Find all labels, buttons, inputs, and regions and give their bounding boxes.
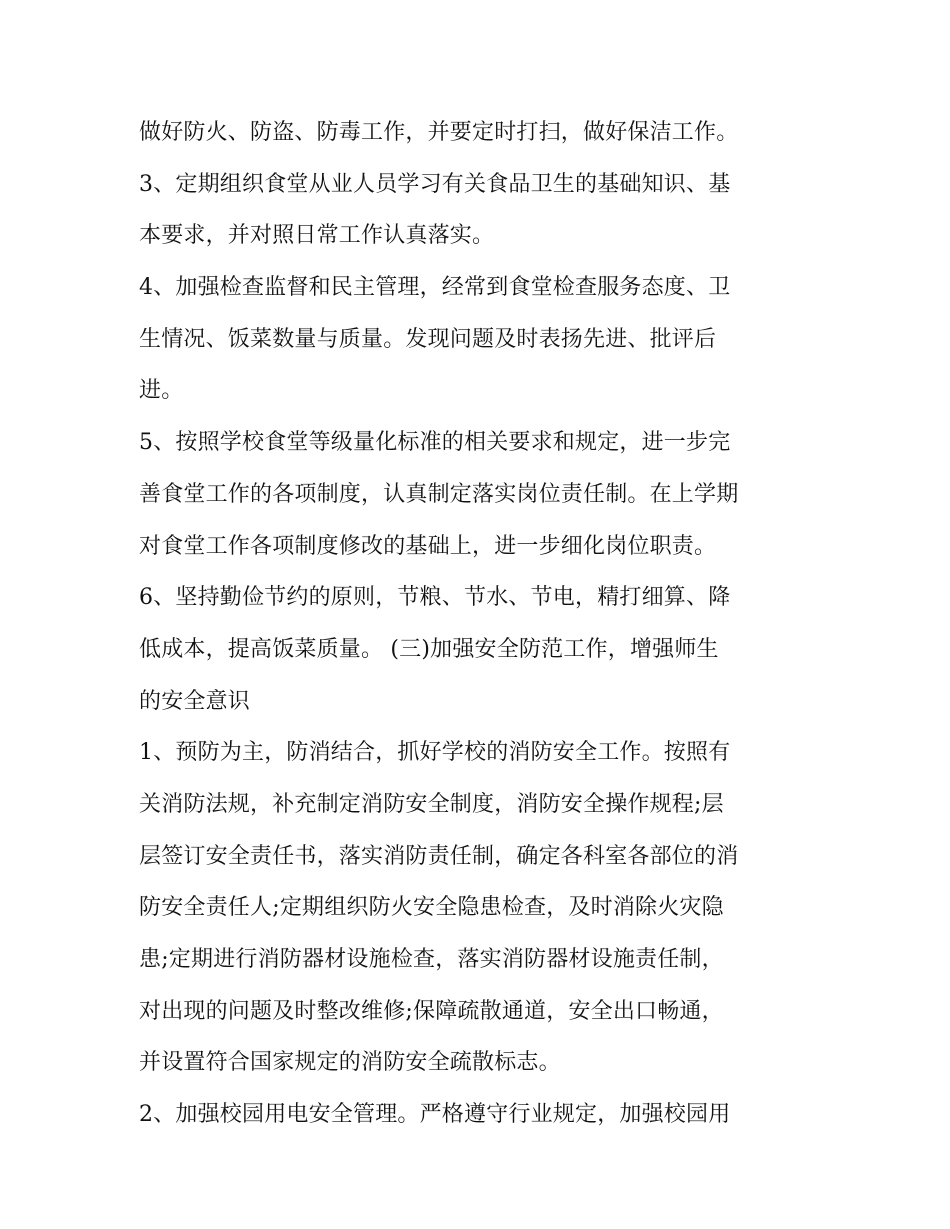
text-line: 低成本，提高饭菜质量。 (三)加强安全防范工作，增强师生 (139, 636, 719, 662)
text-line: 并设置符合国家规定的消防安全疏散标志。 (139, 1050, 561, 1076)
text-line: 的安全意识 (139, 688, 251, 714)
text-line: 生情况、饭菜数量与质量。发现问题及时表扬先进、批评后 (139, 326, 717, 352)
text-line: 本要求，并对照日常工作认真落实。 (139, 223, 495, 249)
text-line: 进。 (139, 378, 184, 404)
text-line: 6、坚持勤俭节约的原则，节粮、节水、节电，精打细算、降 (139, 585, 731, 611)
text-line: 患;定期进行消防器材设施检查，落实消防器材设施责任制， (139, 947, 724, 972)
text-line: 4、加强检查监督和民主管理，经常到食堂检查服务态度、卫 (139, 275, 731, 301)
text-line: 对出现的问题及时整改维修;保障疏散通道，安全出口畅通， (139, 998, 724, 1024)
text-line: 1、预防为主，防消结合，抓好学校的消防安全工作。按照有 (139, 740, 731, 766)
text-line: 对食堂工作各项制度修改的基础上，进一步细化岗位职责。 (139, 533, 717, 559)
text-line: 层签订安全责任书，落实消防责任制，确定各科室各部位的消 (139, 843, 739, 869)
text-line: 5、按照学校食堂等级量化标准的相关要求和规定，进一步完 (139, 430, 731, 456)
text-line: 做好防火、防盗、防毒工作，并要定时打扫，做好保洁工作。 (139, 120, 739, 145)
text-line: 3、定期组织食堂从业人员学习有关食品卫生的基础知识、基 (139, 171, 731, 197)
text-line: 2、加强校园用电安全管理。严格遵守行业规定，加强校园用 (139, 1102, 731, 1128)
text-line: 善食堂工作的各项制度，认真制定落实岗位责任制。在上学期 (139, 481, 739, 507)
text-line: 关消防法规，补充制定消防安全制度，消防安全操作规程;层 (139, 791, 724, 817)
body-text (139, 107, 829, 1141)
text-line: 防安全责任人;定期组织防火安全隐患检查，及时消除火灾隐 (139, 895, 724, 921)
